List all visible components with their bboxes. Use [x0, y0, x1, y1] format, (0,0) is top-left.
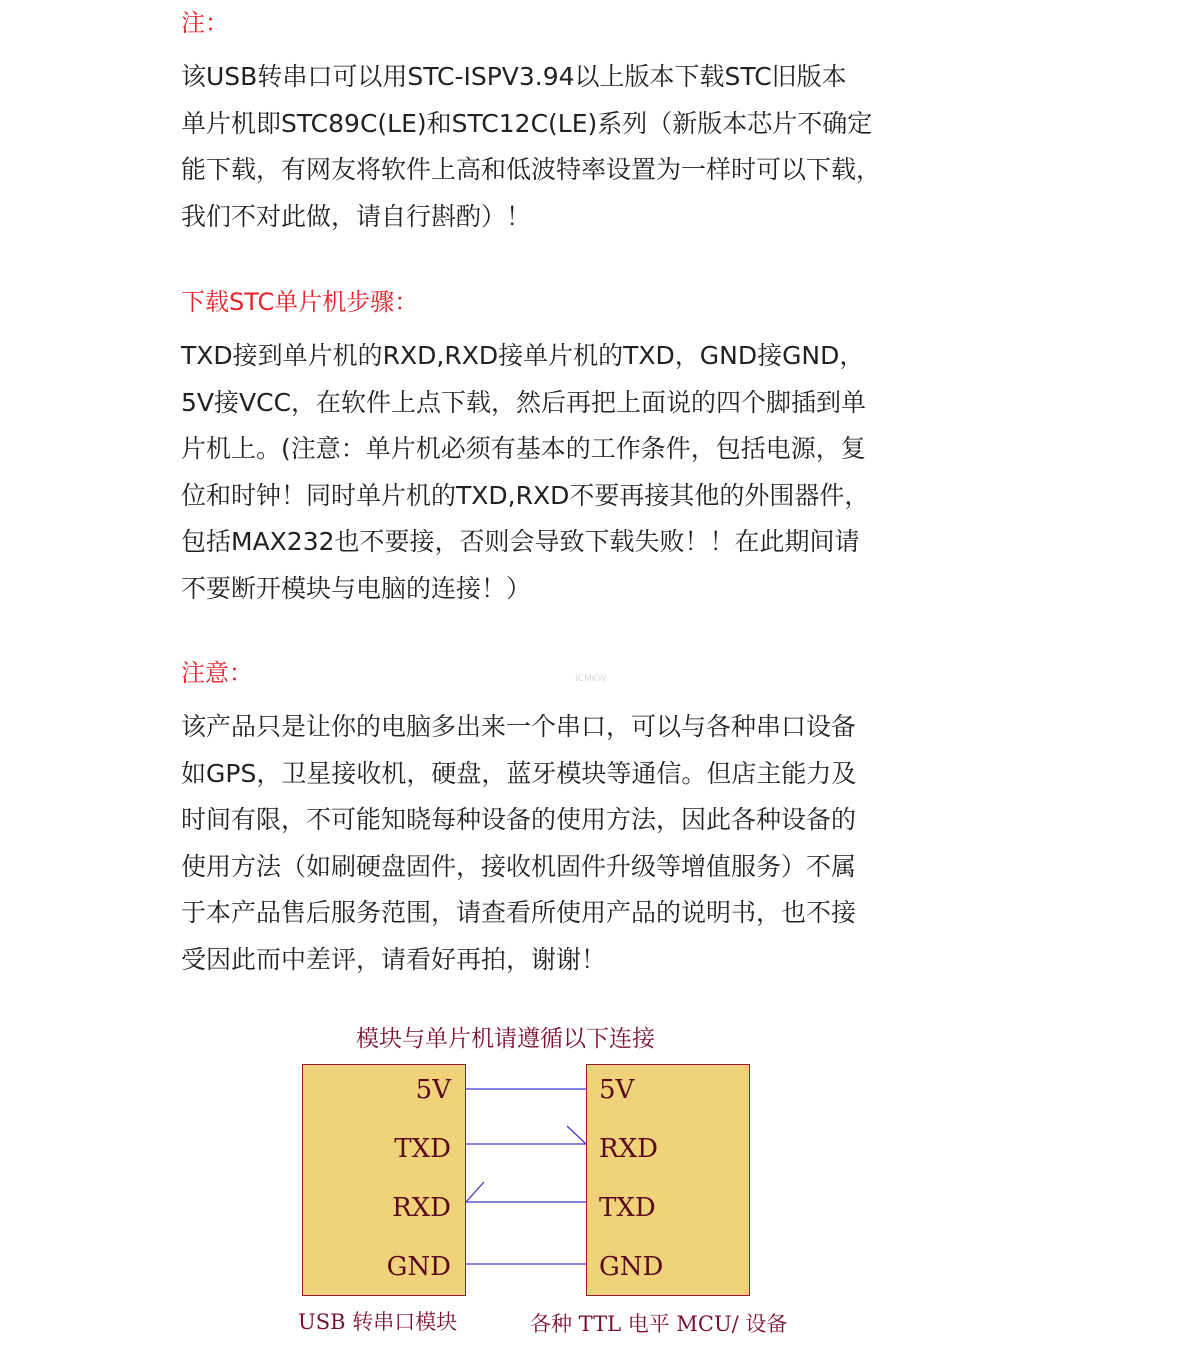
steps-section — [181, 287, 941, 612]
wires — [290, 1010, 810, 1350]
text-line: 单片机即STC89C(LE)和STC12C(LE)系列（新版本芯片不确定 — [181, 108, 873, 138]
text-line: 片机上。(注意：单片机必须有基本的工作条件，包括电源，复 — [181, 434, 866, 463]
notice-heading: 注意： — [181, 659, 253, 687]
usb-module-label: USB 转串口模块 — [298, 1310, 458, 1334]
steps-heading: 下载STC单片机步骤： — [181, 288, 419, 316]
notice-section — [181, 658, 941, 983]
right-pin-gnd: GND — [599, 1252, 664, 1282]
connection-diagram — [290, 1010, 810, 1350]
arrow-head-txd — [466, 1182, 484, 1202]
left-pin-rxd: RXD — [392, 1193, 451, 1223]
steps-paragraph — [181, 333, 941, 612]
text-line: 不要断开模块与电脑的连接！） — [181, 573, 532, 603]
text-line: 受因此而中差评，请看好再拍，谢谢！ — [181, 944, 607, 974]
text-line: 位和时钟！同时单片机的TXD,RXD不要再接其他的外围器件， — [181, 480, 870, 510]
left-pin-gnd: GND — [386, 1252, 451, 1282]
text-line: TXD接到单片机的RXD,RXD接单片机的TXD，GND接GND， — [181, 341, 865, 370]
text-line: 包括MAX232也不要接，否则会导致下载失败！！在此期间请 — [181, 527, 860, 556]
right-pin-rxd: RXD — [599, 1134, 658, 1164]
note-heading: 注： — [181, 9, 229, 37]
notice-paragraph — [181, 704, 941, 983]
watermark: ICMKW — [575, 674, 607, 684]
text-line: 我们不对此做，请自行斟酌）！ — [181, 201, 532, 231]
note-paragraph — [181, 54, 941, 240]
text-line: 该USB转串口可以用STC-ISPV3.94以上版本下载STC旧版本 — [181, 62, 847, 91]
text-line: 能下载，有网友将软件上高和低波特率设置为一样时可以下载， — [181, 155, 882, 184]
text-line: 于本产品售后服务范围，请查看所使用产品的说明书，也不接 — [181, 898, 857, 927]
arrow-head-rxd — [567, 1126, 586, 1144]
diagram-title: 模块与单片机请遵循以下连接 — [356, 1026, 655, 1052]
left-pin-5v: 5V — [415, 1075, 451, 1105]
right-pin-txd: TXD — [599, 1193, 656, 1223]
text-line: 5V接VCC，在软件上点下载，然后再把上面说的四个脚插到单 — [181, 387, 867, 417]
text-line: 使用方法（如刷硬盘固件，接收机固件升级等增值服务）不属 — [181, 851, 857, 881]
text-line: 该产品只是让你的电脑多出来一个串口，可以与各种串口设备 — [181, 712, 857, 741]
text-line: 时间有限，不可能知晓每种设备的使用方法，因此各种设备的 — [181, 805, 857, 834]
mcu-device-label: 各种 TTL 电平 MCU/ 设备 — [530, 1312, 788, 1336]
text-line: 如GPS，卫星接收机，硬盘，蓝牙模块等通信。但店主能力及 — [181, 758, 857, 788]
left-pin-txd: TXD — [394, 1134, 451, 1164]
right-pin-5v: 5V — [599, 1075, 635, 1105]
note-section — [181, 8, 941, 240]
